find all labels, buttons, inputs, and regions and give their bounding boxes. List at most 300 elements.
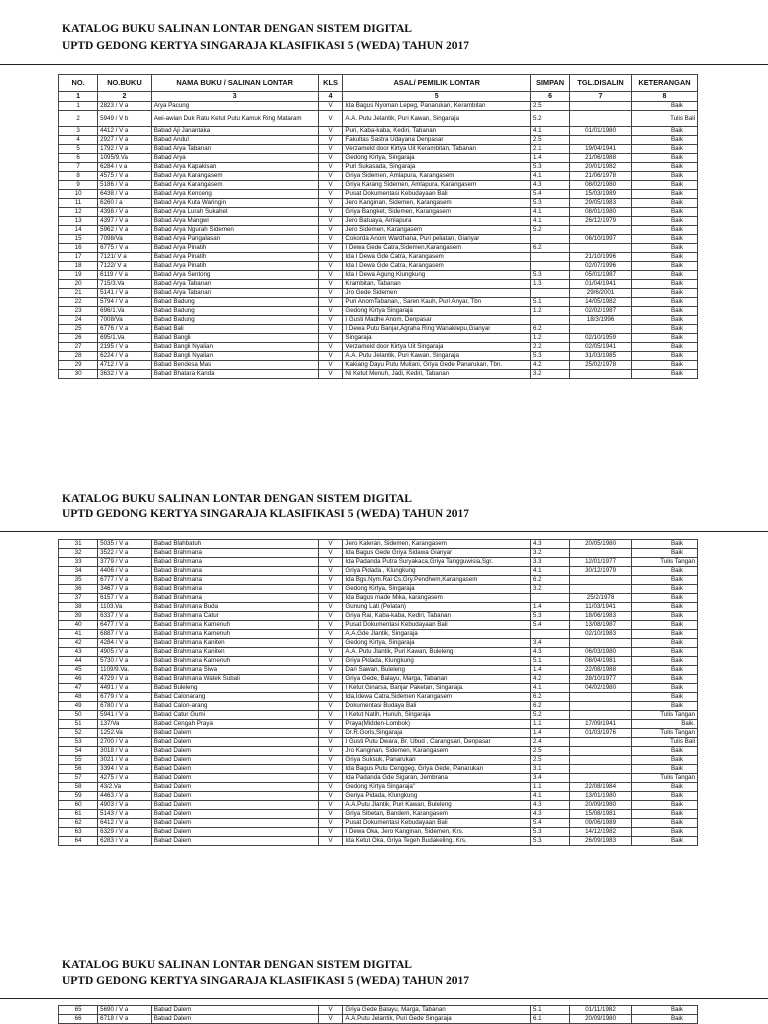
- cell-no-buku: 7122/ V a: [98, 262, 152, 271]
- cell-asal-pemilik: Ida Bgs.Nym.Rai Cs,Gry.Pendhem,Karangasem: [343, 576, 531, 585]
- cell-nama-buku: Babad Brahmana Watek Subali: [151, 675, 318, 684]
- table-header-row: [59, 75, 698, 92]
- cell-kls: V: [318, 316, 343, 325]
- cell-asal-pemilik: A.A. Putu Jlantik, Puri Kawan, Buleleng: [343, 648, 531, 657]
- cell-nama-buku: Babad Dalem: [151, 738, 318, 747]
- cell-nama-buku: Babad Arya Tabanan: [151, 280, 318, 289]
- cell-asal-pemilik: Jero Kaleran, Sidemen, Karangasem: [343, 540, 531, 549]
- cell-tgl-disalin: 01/03/1976: [570, 729, 632, 738]
- cell-keterangan: Baik: [631, 235, 697, 244]
- column-number-nama-buku: 3: [151, 92, 318, 102]
- cell-no: 24: [59, 316, 98, 325]
- cell-keterangan: Baik: [631, 127, 697, 136]
- cell-simpan: 5.2: [530, 711, 569, 720]
- cell-no-buku: 6887 / V a: [98, 630, 152, 639]
- cell-no: 38: [59, 603, 98, 612]
- cell-no: 64: [59, 837, 98, 846]
- cell-tgl-disalin: [570, 774, 632, 783]
- cell-keterangan: Baik: [631, 334, 697, 343]
- cell-tgl-disalin: 01/01/1980: [570, 127, 632, 136]
- cell-kls: V: [318, 639, 343, 648]
- cell-nama-buku: Babad Bangli Nyalian: [151, 352, 318, 361]
- cell-keterangan: Baik: [631, 639, 697, 648]
- cell-simpan: 1.4: [530, 729, 569, 738]
- cell-no: 9: [59, 181, 98, 190]
- cell-nama-buku: Babad Cengah Praya: [151, 720, 318, 729]
- cell-asal-pemilik: I Gusti Putu Dwara, Br. Ubud , Carangsari, Denpasar: [343, 738, 531, 747]
- cell-tgl-disalin: [570, 325, 632, 334]
- cell-nama-buku: Babad Andul: [151, 136, 318, 145]
- cell-asal-pemilik: Pusat Dokumentasi Kebudayaan Bali: [343, 621, 531, 630]
- cell-nama-buku: Babad Brahmana: [151, 594, 318, 603]
- table-row: [59, 280, 698, 289]
- cell-no: 10: [59, 190, 98, 199]
- cell-kls: V: [318, 594, 343, 603]
- cell-no-buku: 4905 / V a: [98, 648, 152, 657]
- cell-asal-pemilik: I Dewa Oka, Jero Kanginan, Sidemen, Krs.: [343, 828, 531, 837]
- cell-keterangan: Baik: [631, 145, 697, 154]
- cell-keterangan: Baik: [631, 819, 697, 828]
- cell-simpan: 6.2: [530, 576, 569, 585]
- cell-tgl-disalin: 15/03/1989: [570, 190, 632, 199]
- page-subtitle: UPTD GEDONG KERTYA SINGARAJA KLASIFIKASI 5 (WEDA) TAHUN 2017: [62, 508, 470, 520]
- cell-no-buku: 4284 / V a: [98, 639, 152, 648]
- cell-keterangan: Baik: [631, 792, 697, 801]
- cell-no: 42: [59, 639, 98, 648]
- cell-nama-buku: Babad Calonarang: [151, 693, 318, 702]
- cell-nama-buku: Babad Brahmana Kaniten: [151, 639, 318, 648]
- cell-nama-buku: Babad Arya Ngurah Sidemen: [151, 226, 318, 235]
- cell-simpan: 5.1: [530, 1006, 569, 1015]
- cell-no: 59: [59, 792, 98, 801]
- cell-kls: V: [318, 181, 343, 190]
- cell-asal-pemilik: Ida,Idewa Catra,Sidemen Karangasem: [343, 693, 531, 702]
- table-row: [59, 828, 698, 837]
- cell-no-buku: 6776 / V a: [98, 325, 152, 334]
- cell-keterangan: Baik: [631, 307, 697, 316]
- cell-no-buku: 4406 / V a: [98, 567, 152, 576]
- cell-simpan: 5.2: [530, 226, 569, 235]
- cell-no: 3: [59, 127, 98, 136]
- cell-tgl-disalin: 20/09/1980: [570, 801, 632, 810]
- table-row: [59, 810, 698, 819]
- cell-no-buku: 4712 / V a: [98, 361, 152, 370]
- cell-simpan: 4.1: [530, 208, 569, 217]
- cell-simpan: [530, 253, 569, 262]
- cell-asal-pemilik: Singaraja: [343, 334, 531, 343]
- cell-simpan: [530, 594, 569, 603]
- table-row: [59, 729, 698, 738]
- cell-kls: V: [318, 774, 343, 783]
- cell-tgl-disalin: 29/6/2001: [570, 289, 632, 298]
- cell-no: 43: [59, 648, 98, 657]
- cell-asal-pemilik: Gedong Kirtya Singaraja: [343, 307, 531, 316]
- cell-kls: V: [318, 603, 343, 612]
- cell-tgl-disalin: [570, 639, 632, 648]
- table-row: [59, 181, 698, 190]
- cell-keterangan: Baik: [631, 567, 697, 576]
- cell-no: 37: [59, 594, 98, 603]
- cell-keterangan: Baik: [631, 253, 697, 262]
- cell-simpan: 4.1: [530, 684, 569, 693]
- cell-no-buku: 1095/9.Va: [98, 154, 152, 163]
- column-header-no: NO.: [59, 75, 98, 92]
- cell-nama-buku: Babad Buleleng: [151, 684, 318, 693]
- cell-keterangan: Baik: [631, 370, 697, 379]
- cell-no-buku: 3522 / V a: [98, 549, 152, 558]
- cell-tgl-disalin: 09/06/1989: [570, 819, 632, 828]
- cell-simpan: 6.2: [530, 702, 569, 711]
- cell-no-buku: 2823 / V a: [98, 102, 152, 111]
- table-row: [59, 226, 698, 235]
- cell-keterangan: Baik: [631, 666, 697, 675]
- cell-tgl-disalin: [570, 693, 632, 702]
- cell-keterangan: Baik: [631, 199, 697, 208]
- cell-keterangan: Baik: [631, 576, 697, 585]
- cell-simpan: 2.5: [530, 102, 569, 111]
- cell-kls: V: [318, 253, 343, 262]
- cell-asal-pemilik: Griya Pidada , Klungkung: [343, 567, 531, 576]
- cell-nama-buku: Babad Dalem: [151, 774, 318, 783]
- cell-tgl-disalin: 01/04/1941: [570, 280, 632, 289]
- cell-keterangan: Baik: [631, 271, 697, 280]
- cell-no-buku: 4275 / V a: [98, 774, 152, 783]
- cell-keterangan: Baik: [631, 801, 697, 810]
- cell-no-buku: 3018 / V a: [98, 747, 152, 756]
- cell-kls: V: [318, 289, 343, 298]
- cell-kls: V: [318, 154, 343, 163]
- cell-kls: V: [318, 325, 343, 334]
- cell-asal-pemilik: I Dewa Putu Banjar,Agraha Ring Wanaklepu,Gianyar: [343, 325, 531, 334]
- cell-simpan: 4.1: [530, 567, 569, 576]
- page-title: KATALOG BUKU SALINAN LONTAR DENGAN SISTEM DIGITAL: [62, 23, 412, 35]
- table-row: [59, 102, 698, 111]
- cell-simpan: 5.4: [530, 621, 569, 630]
- cell-kls: V: [318, 280, 343, 289]
- cell-asal-pemilik: Puri, Kaba-kaba, Kediri, Tabanan: [343, 127, 531, 136]
- cell-kls: V: [318, 208, 343, 217]
- cell-nama-buku: Babad Brahmana Kamenuh: [151, 621, 318, 630]
- cell-nama-buku: Babad Catur Gumi: [151, 711, 318, 720]
- cell-kls: V: [318, 1015, 343, 1024]
- cell-simpan: 6.2: [530, 693, 569, 702]
- table-row: [59, 621, 698, 630]
- cell-kls: V: [318, 783, 343, 792]
- cell-keterangan: Baik: [631, 702, 697, 711]
- cell-no: 63: [59, 828, 98, 837]
- cell-asal-pemilik: Ni Ketut Menuh, Jadi, Kediri, Tabanan: [343, 370, 531, 379]
- cell-asal-pemilik: Ida Padanda Putra Suryakaca,Griya Tangguwisia,Sgr.: [343, 558, 531, 567]
- cell-nama-buku: Babad Arya Kuta Waringin: [151, 199, 318, 208]
- cell-no-buku: 2927 / V a: [98, 136, 152, 145]
- cell-asal-pemilik: A.A. Putu Jelantik, Puri Kawan, Singaraja: [343, 352, 531, 361]
- cell-tgl-disalin: 05/01/1987: [570, 271, 632, 280]
- cell-simpan: 1.2: [530, 334, 569, 343]
- page-subtitle: UPTD GEDONG KERTYA SINGARAJA KLASIFIKASI 5 (WEDA) TAHUN 2017: [62, 975, 470, 987]
- cell-tgl-disalin: [570, 136, 632, 145]
- cell-asal-pemilik: Griya Gede, Balayu, Marga, Tabanan: [343, 675, 531, 684]
- cell-simpan: 4.2: [530, 361, 569, 370]
- table-row: [59, 163, 698, 172]
- cell-no: 14: [59, 226, 98, 235]
- cell-no: 31: [59, 540, 98, 549]
- cell-nama-buku: Babad Arya Mangwi: [151, 217, 318, 226]
- cell-keterangan: Baik: [631, 102, 697, 111]
- cell-simpan: 4.3: [530, 181, 569, 190]
- cell-nama-buku: Babad Brahmana Siwa: [151, 666, 318, 675]
- cell-tgl-disalin: 08/02/1980: [570, 181, 632, 190]
- cell-kls: V: [318, 172, 343, 181]
- table-row: [59, 549, 698, 558]
- cell-nama-buku: Babad Brahmana Buda: [151, 603, 318, 612]
- cell-tgl-disalin: 14/05/1982: [570, 298, 632, 307]
- cell-simpan: 1.1: [530, 783, 569, 792]
- table-row: [59, 370, 698, 379]
- cell-kls: V: [318, 307, 343, 316]
- cell-simpan: [530, 316, 569, 325]
- cell-no: 17: [59, 253, 98, 262]
- cell-nama-buku: Babad Brahmana: [151, 549, 318, 558]
- cell-keterangan: Tulis Tangan: [631, 774, 697, 783]
- table-row: [59, 262, 698, 271]
- cell-no: 50: [59, 711, 98, 720]
- cell-no: 52: [59, 729, 98, 738]
- table-row: [59, 639, 698, 648]
- cell-nama-buku: Babad Arya Lurah Sukahet: [151, 208, 318, 217]
- cell-tgl-disalin: [570, 102, 632, 111]
- cell-no: 49: [59, 702, 98, 711]
- cell-asal-pemilik: Fakultas Sastra Udayana Denpasar: [343, 136, 531, 145]
- table-row: [59, 693, 698, 702]
- cell-keterangan: Tulis Tangan: [631, 558, 697, 567]
- cell-asal-pemilik: Kakiang Dayu Putu Muliani, Griya Gede Panarukan, Tbn.: [343, 361, 531, 370]
- cell-asal-pemilik: Geriya Pidada, Klungkung: [343, 792, 531, 801]
- cell-simpan: 6.1: [530, 1015, 569, 1024]
- cell-kls: V: [318, 549, 343, 558]
- cell-kls: V: [318, 702, 343, 711]
- table-row: [59, 603, 698, 612]
- cell-no: 32: [59, 549, 98, 558]
- cell-kls: V: [318, 711, 343, 720]
- cell-keterangan: Baik: [631, 810, 697, 819]
- cell-no: 66: [59, 1015, 98, 1024]
- cell-keterangan: Tulis Bali: [631, 111, 697, 127]
- cell-no-buku: 5141 / V a: [98, 289, 152, 298]
- cell-simpan: 5.3: [530, 837, 569, 846]
- table-row: [59, 325, 698, 334]
- cell-nama-buku: Babad Dalem: [151, 837, 318, 846]
- cell-keterangan: Baik: [631, 217, 697, 226]
- cell-asal-pemilik: Griya Rai, Kaba-kaba, Kediri, Tabanan: [343, 612, 531, 621]
- column-number-row: [59, 92, 698, 102]
- cell-nama-buku: Babad Bhatara Kanda: [151, 370, 318, 379]
- cell-keterangan: Baik: [631, 343, 697, 352]
- cell-no-buku: 4397 / V a: [98, 217, 152, 226]
- cell-keterangan: Baik: [631, 837, 697, 846]
- cell-no: 65: [59, 1006, 98, 1015]
- cell-tgl-disalin: 04/02/1980: [570, 684, 632, 693]
- cell-no-buku: 6260 / a: [98, 199, 152, 208]
- cell-tgl-disalin: [570, 756, 632, 765]
- cell-kls: V: [318, 136, 343, 145]
- cell-nama-buku: Babad Arya Karangasem: [151, 172, 318, 181]
- cell-keterangan: Baik: [631, 226, 697, 235]
- cell-tgl-disalin: [570, 765, 632, 774]
- cell-kls: V: [318, 828, 343, 837]
- cell-asal-pemilik: Griya Suksuk, Panarukan: [343, 756, 531, 765]
- cell-tgl-disalin: 20/09/1980: [570, 1015, 632, 1024]
- cell-tgl-disalin: 13/01/1980: [570, 792, 632, 801]
- cell-asal-pemilik: Dari Sawan, Buleleng: [343, 666, 531, 675]
- cell-asal-pemilik: I Ketut Ginarsa, Banjar Paketan, Singaraja.: [343, 684, 531, 693]
- cell-nama-buku: Babad Arya Pangalasan: [151, 235, 318, 244]
- column-number-no-buku: 2: [98, 92, 152, 102]
- cell-tgl-disalin: 22/08/1984: [570, 783, 632, 792]
- cell-keterangan: Baik: [631, 289, 697, 298]
- cell-no: 18: [59, 262, 98, 271]
- cell-asal-pemilik: A.A.Putu Jelantik, Puri Gede Singaraja: [343, 1015, 531, 1024]
- cell-no: 48: [59, 693, 98, 702]
- cell-kls: V: [318, 720, 343, 729]
- table-row: [59, 711, 698, 720]
- cell-nama-buku: Babad Brahmana: [151, 567, 318, 576]
- cell-tgl-disalin: [570, 702, 632, 711]
- cell-tgl-disalin: [570, 549, 632, 558]
- cell-asal-pemilik: Puri Sukasada, Singaraja: [343, 163, 531, 172]
- cell-no: 39: [59, 612, 98, 621]
- cell-simpan: 1.1: [530, 720, 569, 729]
- cell-kls: V: [318, 576, 343, 585]
- cell-simpan: 5.1: [530, 657, 569, 666]
- cell-keterangan: Baik: [631, 783, 697, 792]
- cell-asal-pemilik: Ida Bagus Putu Cenggeg, Griya Gede, Panarukan: [343, 765, 531, 774]
- cell-keterangan: Baik.: [631, 720, 697, 729]
- cell-keterangan: Baik: [631, 172, 697, 181]
- cell-asal-pemilik: Griya Bangket, Sidemen, Karangasem: [343, 208, 531, 217]
- cell-kls: V: [318, 370, 343, 379]
- cell-kls: V: [318, 343, 343, 352]
- column-number-simpan: 6: [530, 92, 569, 102]
- table-row: [59, 271, 698, 280]
- cell-asal-pemilik: Pusat Dokumentasi Kebudayaan Bali: [343, 190, 531, 199]
- cell-keterangan: Baik: [631, 585, 697, 594]
- cell-simpan: 5.3: [530, 828, 569, 837]
- cell-keterangan: Baik: [631, 352, 697, 361]
- table-row: [59, 792, 698, 801]
- cell-no-buku: 1252.Va: [98, 729, 152, 738]
- cell-kls: V: [318, 145, 343, 154]
- cell-no-buku: 5949 / V b: [98, 111, 152, 127]
- cell-simpan: [530, 235, 569, 244]
- table-row: [59, 1006, 698, 1015]
- cell-no: 58: [59, 783, 98, 792]
- cell-no-buku: 3394 / V a: [98, 765, 152, 774]
- cell-simpan: 2.5: [530, 756, 569, 765]
- table-row: [59, 235, 698, 244]
- cell-nama-buku: Awi-awian Duk Ratu Ketut Putu Kamuk Ring Mataram: [151, 111, 318, 127]
- cell-asal-pemilik: Puri AnomTabanan,, Saren Kauh, Puri Anyar, Tbn: [343, 298, 531, 307]
- cell-no-buku: 6337 / V a: [98, 612, 152, 621]
- cell-kls: V: [318, 675, 343, 684]
- cell-no-buku: 6224 / V a: [98, 352, 152, 361]
- cell-keterangan: Baik: [631, 262, 697, 271]
- cell-no-buku: 715/3.Va: [98, 280, 152, 289]
- cell-no: 21: [59, 289, 98, 298]
- cell-nama-buku: Babad Dalem: [151, 810, 318, 819]
- table-row: [59, 585, 698, 594]
- cell-asal-pemilik: I Dewa Gede Catra,Sidemen,Karangasem: [343, 244, 531, 253]
- cell-keterangan: Baik: [631, 1006, 697, 1015]
- table-row: [59, 675, 698, 684]
- cell-no-buku: 6777 / V a: [98, 576, 152, 585]
- cell-kls: V: [318, 567, 343, 576]
- column-number-keterangan: 8: [631, 92, 697, 102]
- cell-no: 41: [59, 630, 98, 639]
- cell-kls: V: [318, 334, 343, 343]
- cell-asal-pemilik: Jro Gede Sidemen: [343, 289, 531, 298]
- cell-tgl-disalin: 02/05/1941: [570, 343, 632, 352]
- table-row: [59, 747, 698, 756]
- cell-no-buku: 3021 / V a: [98, 756, 152, 765]
- cell-asal-pemilik: Praya(Midden-Lombok): [343, 720, 531, 729]
- cell-tgl-disalin: 21/06/1978: [570, 172, 632, 181]
- table-row: [59, 361, 698, 370]
- cell-no: 29: [59, 361, 98, 370]
- cell-keterangan: Baik: [631, 325, 697, 334]
- cell-nama-buku: Babad Dalem: [151, 828, 318, 837]
- cell-no-buku: 7098/Va: [98, 235, 152, 244]
- cell-kls: V: [318, 271, 343, 280]
- table-row: [59, 190, 698, 199]
- cell-kls: V: [318, 738, 343, 747]
- cell-asal-pemilik: Jero Kanginan, Sidemen, Karangasem: [343, 199, 531, 208]
- cell-nama-buku: Babad Bendesa Mas: [151, 361, 318, 370]
- cell-nama-buku: Babad Calon-arang: [151, 702, 318, 711]
- cell-asal-pemilik: Verzameld door Kirtya Uit Kerambitan, Tabanan: [343, 145, 531, 154]
- cell-kls: V: [318, 262, 343, 271]
- cell-tgl-disalin: 02/10/1959: [570, 334, 632, 343]
- cell-simpan: 1.3: [530, 280, 569, 289]
- cell-kls: V: [318, 693, 343, 702]
- cell-simpan: 5.3: [530, 271, 569, 280]
- cell-keterangan: Baik: [631, 298, 697, 307]
- cell-no: 46: [59, 675, 98, 684]
- cell-nama-buku: Babad Brahmana: [151, 576, 318, 585]
- cell-keterangan: Baik: [631, 648, 697, 657]
- cell-kls: V: [318, 558, 343, 567]
- cell-no: 16: [59, 244, 98, 253]
- cell-tgl-disalin: 29/05/1983: [570, 199, 632, 208]
- cell-simpan: 5.1: [530, 298, 569, 307]
- cell-tgl-disalin: 02/07/1996: [570, 262, 632, 271]
- cell-tgl-disalin: 02/10/1983: [570, 630, 632, 639]
- cell-no-buku: 5143 / V a: [98, 810, 152, 819]
- cell-no-buku: 6284 / v a: [98, 163, 152, 172]
- cell-no: 8: [59, 172, 98, 181]
- cell-simpan: 2.5: [530, 747, 569, 756]
- cell-tgl-disalin: 28/10/1977: [570, 675, 632, 684]
- cell-no-buku: 6157 / V a: [98, 594, 152, 603]
- table-row: [59, 172, 698, 181]
- cell-asal-pemilik: Griya Karang Sidemen, Amlapura, Karangasem: [343, 181, 531, 190]
- cell-keterangan: Baik: [631, 136, 697, 145]
- divider: [0, 998, 768, 999]
- cell-no-buku: 4575 / V a: [98, 172, 152, 181]
- table-row: [59, 801, 698, 810]
- cell-simpan: 3.4: [530, 774, 569, 783]
- cell-no: 34: [59, 567, 98, 576]
- cell-simpan: 5.4: [530, 190, 569, 199]
